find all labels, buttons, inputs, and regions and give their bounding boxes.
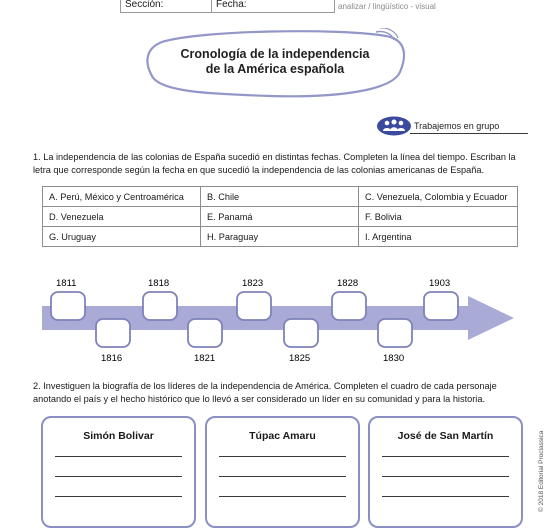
leader-name: Túpac Amaru [249,430,316,442]
title-line-2: de la América española [205,62,345,76]
option-cell: E. Panamá [201,207,359,227]
question-1-text [33,151,533,176]
year-label: 1816 [101,353,123,364]
group-people-icon [376,116,412,136]
option-cell: D. Venezuela [43,207,201,227]
answer-line[interactable] [219,456,346,457]
publisher-credit: © 2018 Editorial Proclassica [538,430,545,512]
group-work-label: Trabajemos en grupo [414,121,500,131]
question-1-line-2: letra que corresponde según la fecha en que sucedió la independencia de las colonias americanas de España. [33,164,485,175]
answer-line[interactable] [219,476,346,477]
answer-line[interactable] [219,496,346,497]
leader-name: Simón Bolivar [83,430,154,442]
option-cell: G. Uruguay [43,227,201,247]
answer-box[interactable] [237,292,271,320]
question-2-line-1: 2. Investiguen la biografía de los líderes de la independencia de América. Completen el cuadro de cada personaje [33,381,497,391]
answer-box[interactable] [51,292,85,320]
section-label: Sección: [125,0,164,10]
group-divider [410,133,528,134]
answer-line[interactable] [382,496,509,497]
answer-box[interactable] [143,292,177,320]
question-1-line-1: 1. La independencia de las colonias de España sucedió en distintas fechas. Completen la línea del tiempo. Escriban la [33,152,516,162]
answer-box[interactable] [424,292,458,320]
option-cell: B. Chile [201,187,359,207]
answer-line[interactable] [55,456,182,457]
answer-box[interactable] [96,319,130,347]
answer-box[interactable] [378,319,412,347]
option-cell: C. Venezuela, Colombia y Ecuador [359,187,518,207]
answer-line[interactable] [382,456,509,457]
answer-line[interactable] [382,476,509,477]
leader-card-san-martin [368,416,523,528]
answer-line[interactable] [55,476,182,477]
title-line-1: Cronología de la independencia [180,47,370,61]
year-label: 1828 [337,278,359,289]
section-field[interactable] [120,0,212,13]
leader-name: José de San Martín [397,430,494,442]
page-title [160,47,390,77]
option-cell: F. Bolivia [359,207,518,227]
table-row [43,207,518,227]
option-cell: I. Argentina [359,227,518,247]
year-label: 1811 [56,278,77,289]
year-label: 1821 [194,353,216,364]
answer-box[interactable] [284,319,318,347]
question-2-line-2: anotando el país y el hecho histórico que lo llevó a ser considerado un líder en su comunidad y para la historia. [33,393,485,404]
table-row [43,227,518,247]
year-label: 1825 [289,353,311,364]
answer-line[interactable] [55,496,182,497]
year-label: 1818 [148,278,170,289]
leader-card-tupac [205,416,360,528]
answer-box[interactable] [332,292,366,320]
year-label: 1903 [429,278,451,289]
question-2-text [33,380,533,405]
year-label: 1830 [383,353,405,364]
options-table [42,186,518,247]
timeline [38,270,518,370]
answer-box[interactable] [188,319,222,347]
leader-card-bolivar [41,416,196,528]
date-field[interactable] [211,0,335,13]
year-label: 1823 [242,278,264,289]
option-cell: A. Perú, México y Centroamérica [43,187,201,207]
table-row [43,187,518,207]
skills-caption: analizar / lingüístico - visual [338,2,436,11]
date-label: Fecha: [216,0,247,10]
option-cell: H. Paraguay [201,227,359,247]
